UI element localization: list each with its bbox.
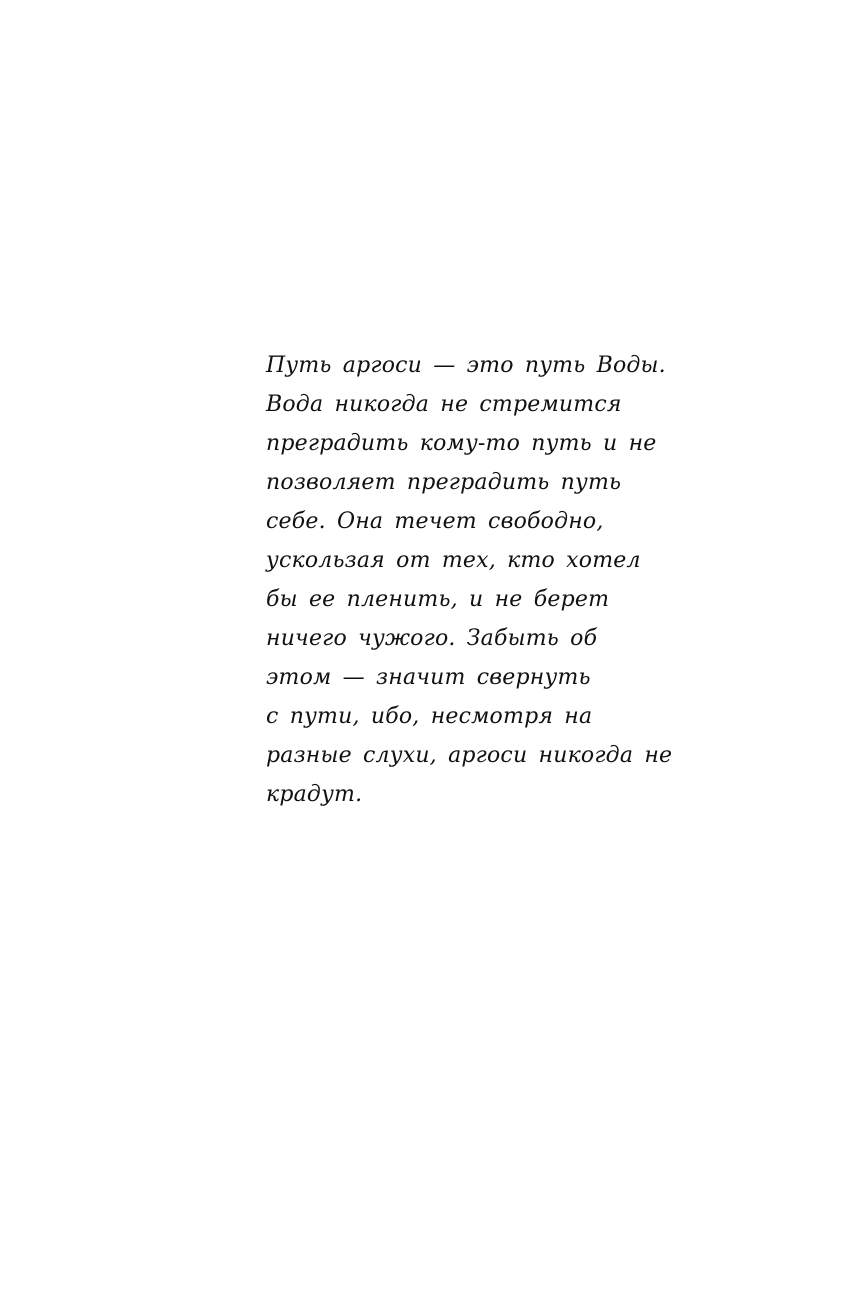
- text-line: крадут.: [266, 782, 363, 807]
- text-line: Путь аргоси — это путь Воды.: [266, 353, 666, 378]
- text-line: разные слухи, аргоси никогда не: [266, 743, 673, 768]
- text-line: себе. Она течет свободно,: [266, 509, 604, 534]
- text-line: этом — значит свернуть: [266, 665, 591, 690]
- text-line: Вода никогда не стремится: [266, 392, 622, 417]
- text-line: позволяет преградить путь: [266, 470, 622, 495]
- text-line: преградить кому-то путь и не: [266, 431, 657, 456]
- epigraph-text: [266, 346, 673, 814]
- text-line: с пути, ибо, несмотря на: [266, 704, 593, 729]
- text-line: ничего чужого. Забыть об: [266, 626, 598, 651]
- text-line: бы ее пленить, и не берет: [266, 587, 610, 612]
- text-line: ускользая от тех, кто хотел: [266, 548, 641, 573]
